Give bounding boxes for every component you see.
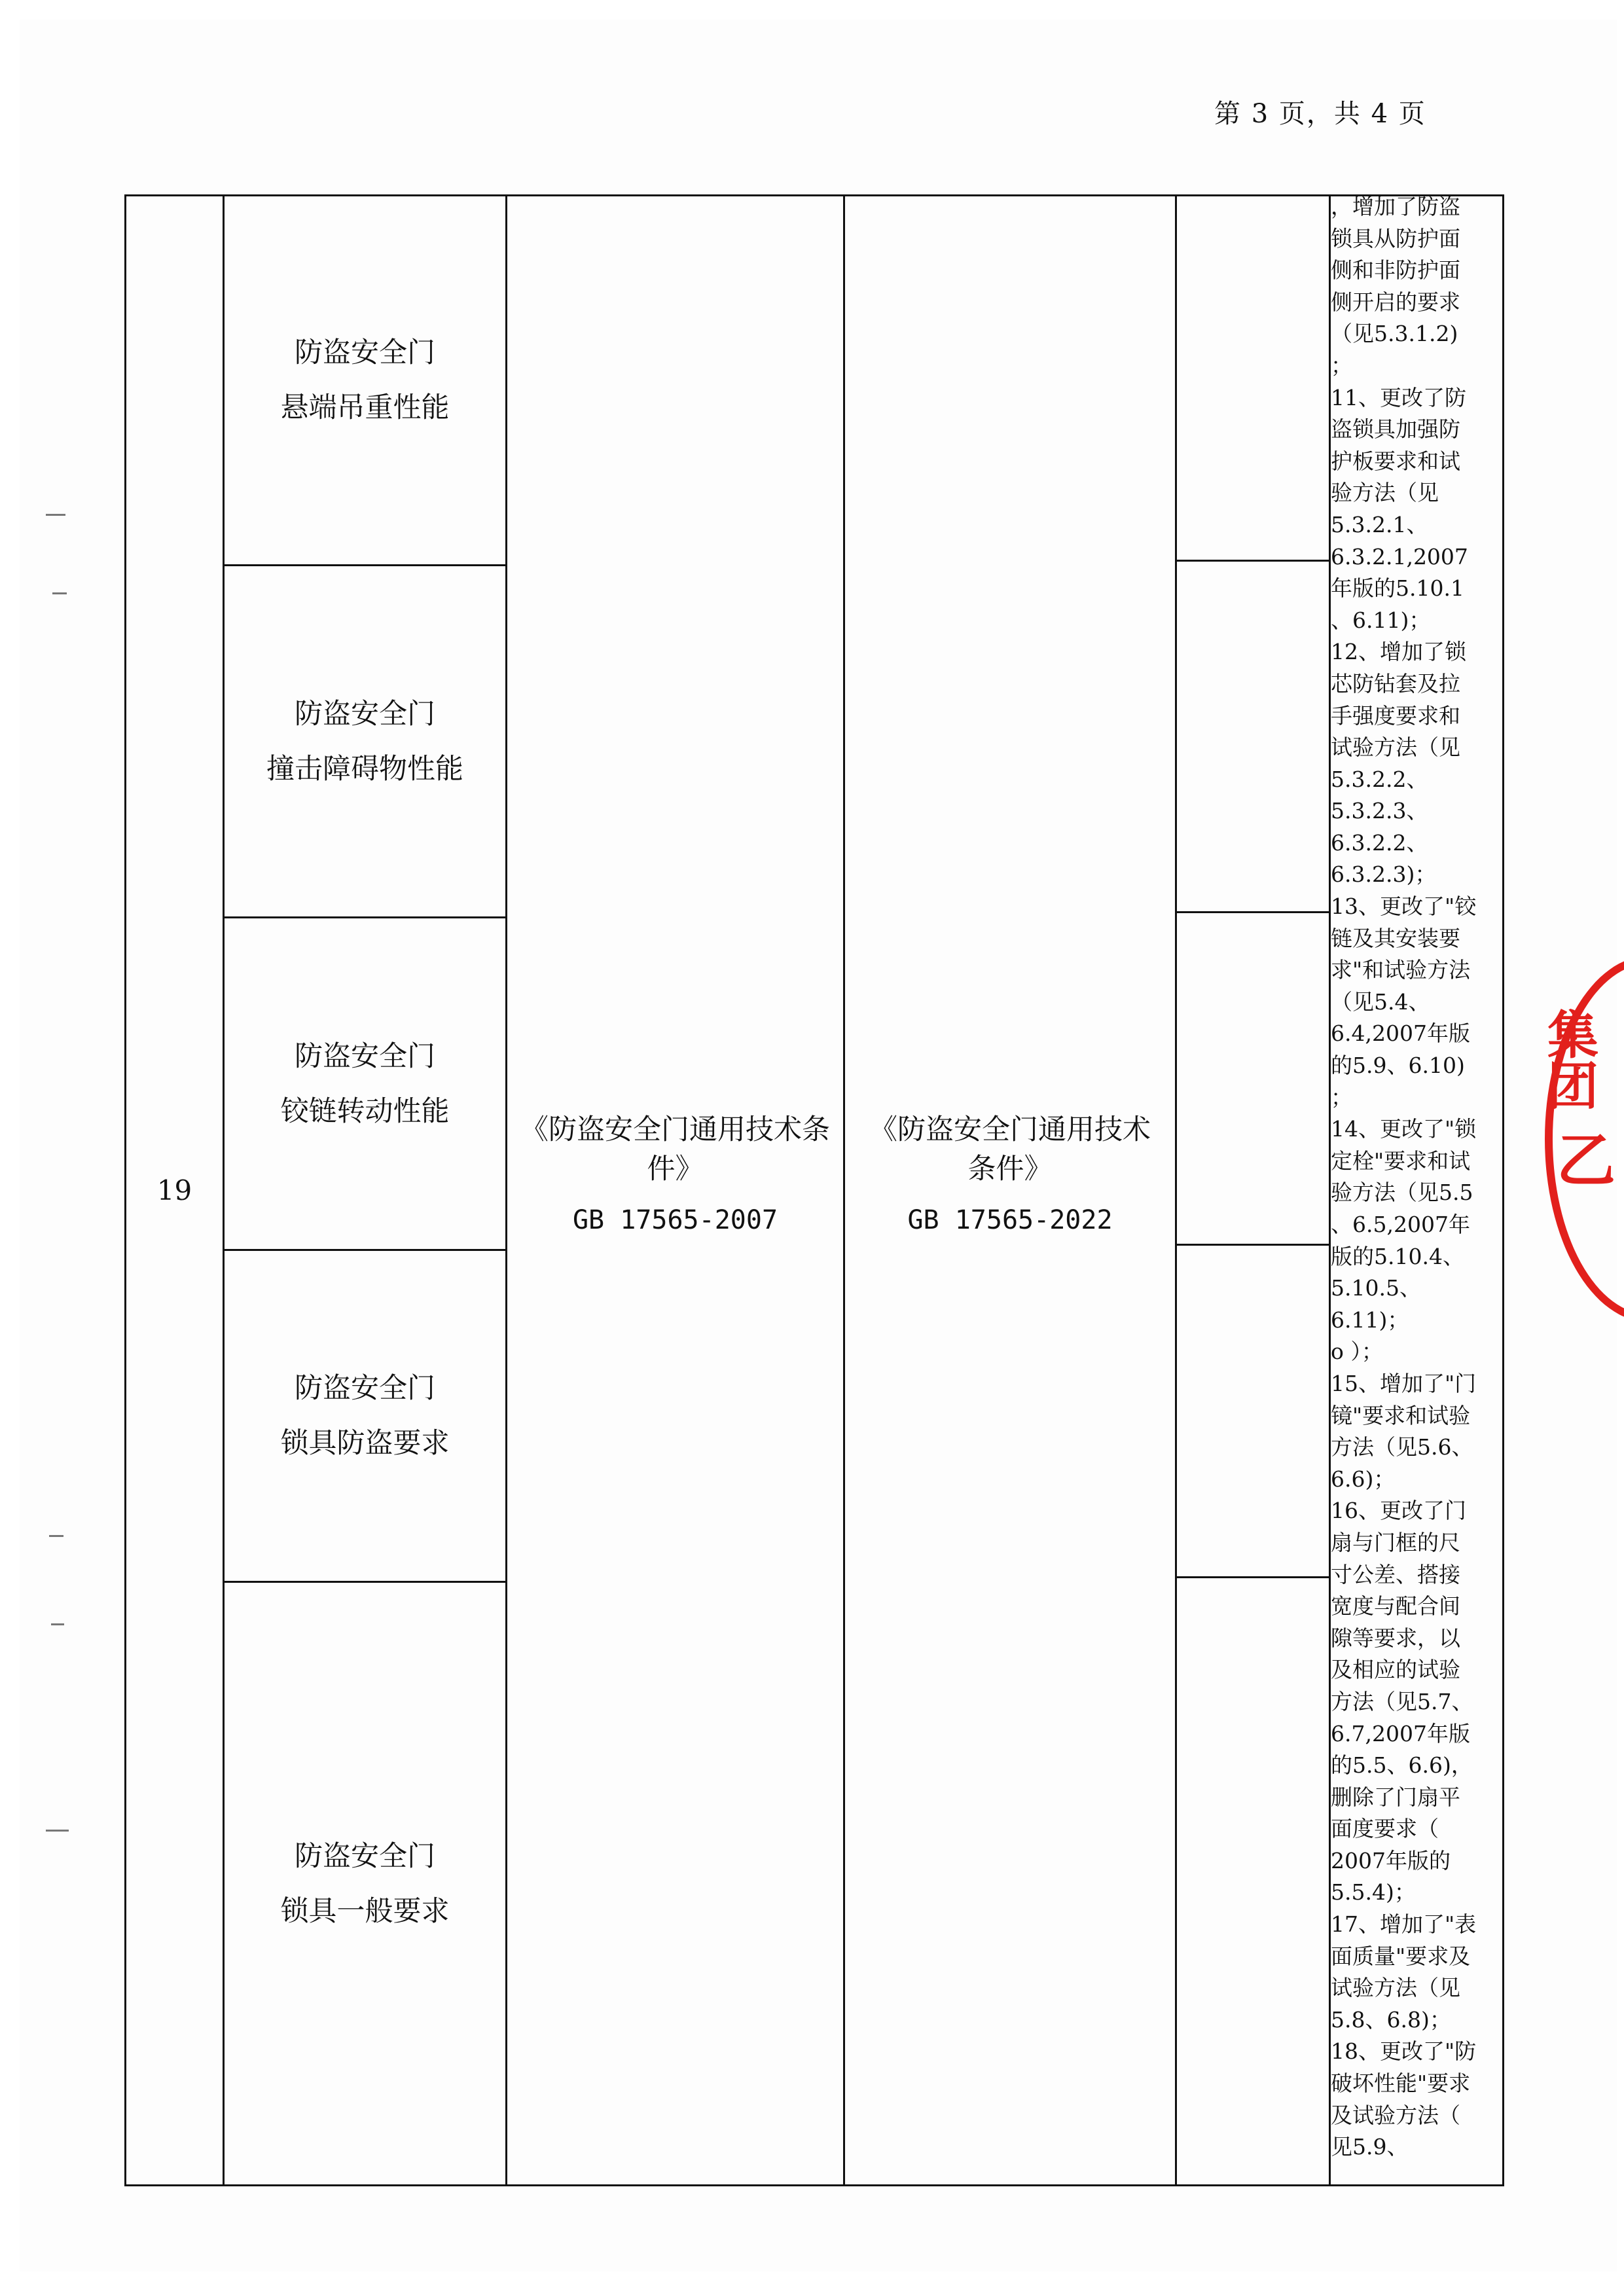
table-bottom-border	[124, 2184, 1504, 2186]
row-divider	[1175, 560, 1331, 562]
note-line: 的5.9、6.10)	[1331, 1053, 1465, 1079]
test-item	[225, 566, 505, 916]
old-standard-code: GB 17565-2007	[572, 1205, 778, 1235]
note-line: 6.7,2007年版	[1331, 1720, 1470, 1746]
note-line: 求"和试验方法	[1331, 957, 1471, 983]
note-line: 见5.9、	[1331, 2134, 1409, 2160]
new-standard-title: 《防盗安全门通用技术条件》	[869, 1113, 1151, 1185]
change-notes	[1331, 191, 1496, 2184]
note-line: 15、增加了"门	[1331, 1370, 1477, 1396]
note-line: 面度要求（	[1331, 1816, 1439, 1842]
old-standard-title: 《防盗安全门通用技术条件》	[520, 1113, 830, 1185]
note-line: 侧和非防护面	[1331, 257, 1460, 283]
note-line: 删除了门扇平	[1331, 1784, 1460, 1810]
table-right-border	[1502, 194, 1504, 2186]
note-line: 2007年版的	[1331, 1847, 1451, 1873]
note-line: 11、更改了防	[1331, 384, 1466, 410]
scan-speck	[49, 1535, 63, 1537]
note-line: 定栓"要求和试	[1331, 1148, 1471, 1174]
note-line: 盗锁具加强防	[1331, 416, 1460, 443]
note-line: 、6.5,2007年	[1331, 1212, 1470, 1237]
note-line: 5.8、6.8)；	[1331, 2006, 1451, 2033]
note-line: 护板要求和试	[1331, 448, 1460, 474]
new-standard-cell	[845, 196, 1175, 2154]
new-standard-code: GB 17565-2022	[907, 1205, 1113, 1235]
col-divider	[1175, 194, 1177, 2186]
note-line: 14、更改了"锁	[1331, 1116, 1477, 1142]
test-item-line2: 锁具防盗要求	[280, 1427, 450, 1460]
note-line: 6.3.2.2、	[1331, 829, 1428, 856]
note-line: 16、更改了门	[1331, 1498, 1466, 1524]
note-line: （见5.4、	[1331, 988, 1430, 1015]
test-item-line1: 防盗安全门	[295, 336, 435, 369]
note-line: 6.6)；	[1331, 1466, 1396, 1492]
note-line: 试验方法（见	[1331, 1975, 1460, 2001]
scan-speck	[51, 1623, 64, 1625]
note-line: 验方法（见5.5	[1331, 1180, 1473, 1206]
note-line: 6.4,2007年版	[1331, 1021, 1470, 1047]
note-line: 12、增加了锁	[1331, 639, 1466, 665]
test-item	[225, 918, 505, 1249]
test-item	[225, 196, 505, 564]
row-divider	[1175, 1576, 1331, 1578]
note-line: 6.11)；	[1331, 1307, 1409, 1333]
note-line: 方法（见5.6、	[1331, 1434, 1473, 1460]
note-line: 6.3.2.3)；	[1331, 861, 1437, 888]
test-item-line2: 撞击障碍物性能	[266, 752, 463, 786]
note-line: 18、更改了"防	[1331, 2038, 1477, 2065]
note-line: 面质量"要求及	[1331, 1943, 1471, 1969]
stamp-text: 集团	[1539, 1008, 1598, 1110]
note-line: 13、更改了"铰	[1331, 894, 1477, 920]
note-line: 破坏性能"要求	[1331, 2070, 1471, 2097]
note-line: 链及其安装要	[1331, 925, 1460, 951]
test-item-line2: 锁具一般要求	[280, 1894, 450, 1928]
test-item	[225, 1583, 505, 2184]
note-line: 5.3.2.2、	[1331, 766, 1428, 792]
note-line: 验方法（见	[1331, 480, 1439, 506]
note-line: 17、增加了"表	[1331, 1911, 1477, 1938]
note-line: 手强度要求和	[1331, 702, 1460, 729]
note-line: 锁具从防护面	[1331, 225, 1460, 251]
note-line: ；	[1331, 1084, 1352, 1110]
row-divider	[1175, 1244, 1331, 1246]
sequence-number: 19	[156, 1174, 192, 1206]
scan-speck	[46, 514, 65, 516]
note-line: 5.10.5、	[1331, 1275, 1421, 1301]
note-line: 芯防钻套及拉	[1331, 670, 1460, 696]
note-line: 镜"要求和试验	[1331, 1402, 1471, 1428]
test-item-line2: 悬端吊重性能	[280, 391, 450, 424]
note-line: 6.3.2.1,2007	[1331, 543, 1468, 569]
note-line: 扇与门框的尺	[1331, 1529, 1460, 1555]
note-line: o ）；	[1331, 1339, 1383, 1365]
note-line: ；	[1331, 352, 1352, 378]
test-item-line1: 防盗安全门	[295, 1372, 435, 1405]
old-standard-cell	[507, 196, 843, 2154]
note-line: 侧开启的要求	[1331, 289, 1460, 315]
note-line: 寸公差、搭接	[1331, 1561, 1460, 1587]
note-line: 年版的5.10.1	[1331, 575, 1464, 602]
note-line: 5.3.2.1、	[1331, 511, 1428, 537]
red-seal-stamp	[1532, 956, 1624, 1322]
scan-speck	[52, 592, 67, 594]
note-line: 、6.11)；	[1331, 607, 1431, 633]
test-item-line1: 防盗安全门	[295, 1839, 435, 1873]
note-line: 试验方法（见	[1331, 734, 1460, 761]
row-divider	[1175, 911, 1331, 913]
note-line: 的5.5、6.6)，	[1331, 1752, 1473, 1779]
note-line: 及试验方法（	[1331, 2102, 1460, 2128]
test-item-line1: 防盗安全门	[295, 1039, 435, 1073]
note-line: 版的5.10.4、	[1331, 1243, 1464, 1269]
test-item-line1: 防盗安全门	[295, 697, 435, 731]
note-line: 隙等要求，以	[1331, 1625, 1460, 1651]
note-line: 5.5.4)；	[1331, 1879, 1416, 1906]
note-line: ，增加了防盗	[1331, 194, 1460, 219]
note-line: 宽度与配合间	[1331, 1593, 1460, 1619]
scan-speck	[46, 1830, 69, 1832]
test-item-line2: 铰链转动性能	[280, 1094, 450, 1128]
note-line: 5.3.2.3、	[1331, 798, 1428, 824]
test-item	[225, 1251, 505, 1581]
stamp-mark: 乙	[1557, 1127, 1615, 1195]
note-line: 及相应的试验	[1331, 1657, 1460, 1683]
note-line: （见5.3.1.2)	[1331, 321, 1458, 347]
note-line: 方法（见5.7、	[1331, 1688, 1473, 1714]
page-number: 第 3 页，共 4 页	[1214, 99, 1426, 129]
